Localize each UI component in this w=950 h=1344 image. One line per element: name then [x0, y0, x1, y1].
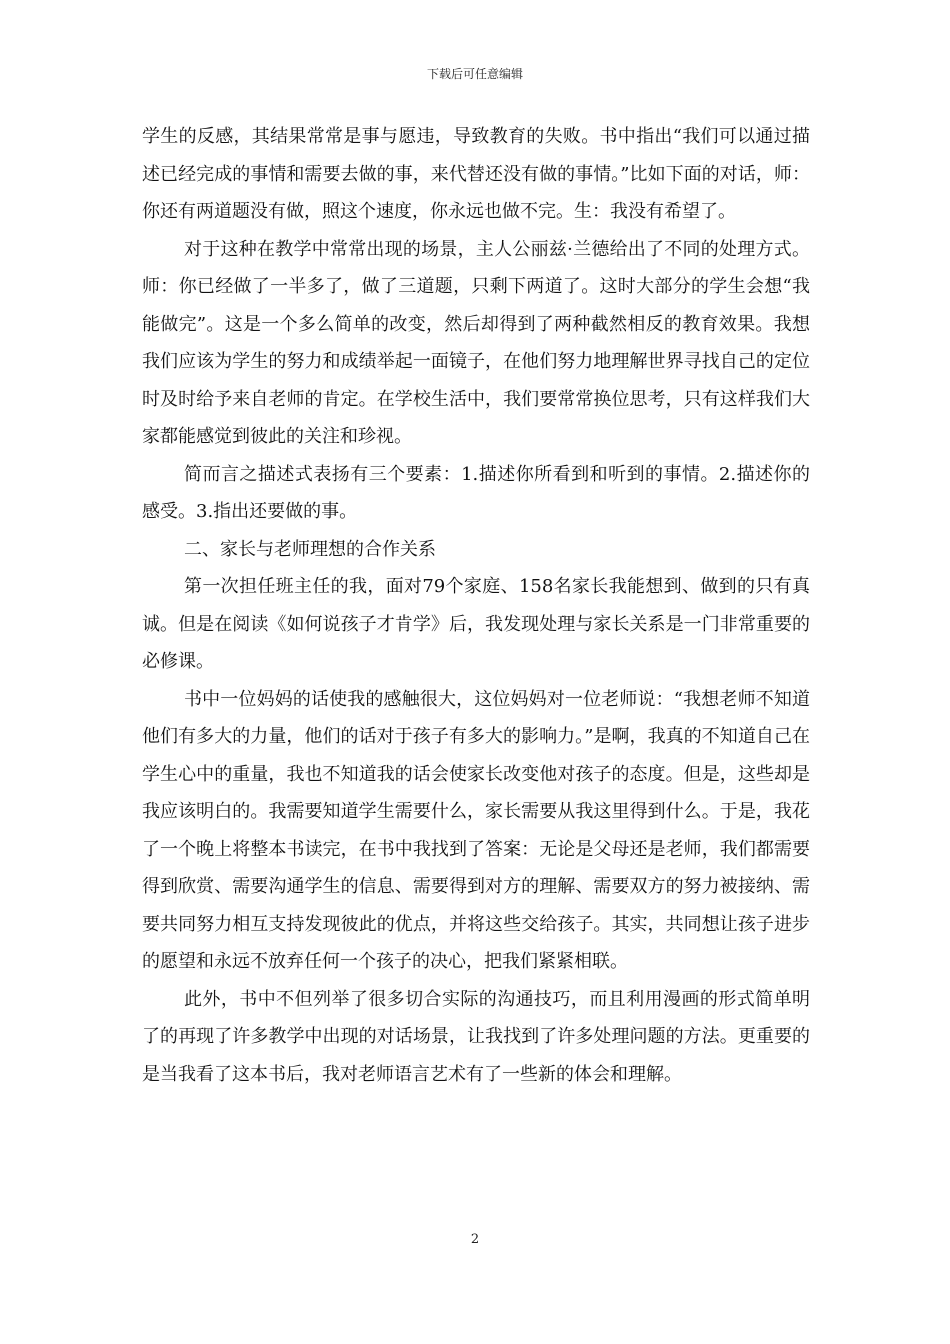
paragraph-mother-quote: 书中一位妈妈的话使我的感触很大，这位妈妈对一位老师说：“我想老师不知道他们有多大的力量，他们的话对于孩子有多大的影响力。”是啊，我真的不知道自己在学生心中的重量，我也不知道我的话会使家长改变他对孩子的态度。但是，这些却是我应该明白的。我需要知道学生需要什么，家长需要从我这里得到什么。于是，我花了一个晚上将整本书读完，在书中我找到了答案：无论是父母还是老师，我们都需要得到欣赏、需要沟通学生的信息、需要得到对方的理解、需要双方的努力被接纳、需要共同努力相互支持发现彼此的优点，并将这些交给孩子。其实，共同想让孩子进步的愿望和永远不放弃任何一个孩子的决心，把我们紧紧相联。 — [142, 688, 810, 972]
paragraph-conclusion: 此外，书中不但列举了很多切合实际的沟通技巧，而且利用漫画的形式简单明了的再现了许多教学中出现的对话场景，让我找到了许多处理问题的方法。更重要的是当我看了这本书后，我对老师语言艺术有了一些新的体会和理解。 — [142, 988, 810, 1085]
document-body — [142, 118, 810, 1093]
section-heading: 二、家长与老师理想的合作关系 — [184, 538, 436, 560]
paragraph-scenario: 对于这种在教学中常常出现的场景，主人公丽兹·兰德给出了不同的处理方式。师：你已经做了一半多了，做了三道题，只剩下两道了。这时大部分的学生会想“我能做完”。这是一个多么简单的改变，然后却得到了两种截然相反的教育效果。我想我们应该为学生的努力和成绩举起一面镜子，在他们努力地理解世界寻找自己的定位时及时给予来自老师的肯定。在学校生活中，我们要常常换位思考，只有这样我们大家都能感觉到彼此的关注和珍视。 — [142, 238, 810, 447]
paragraph-first-class: 第一次担任班主任的我，面对79个家庭、158名家长我能想到、做到的只有真诚。但是在阅读《如何说孩子才肯学》后，我发现处理与家长关系是一门非常重要的必修课。 — [142, 576, 810, 672]
paragraph-summary: 简而言之描述式表扬有三个要素：1.描述你所看到和听到的事情。2.描述你的感受。3.指出还要做的事。 — [142, 463, 810, 522]
page-header: 下载后可任意编辑 — [426, 67, 523, 81]
paragraph-continuation: 学生的反感，其结果常常是事与愿违，导致教育的失败。书中指出“我们可以通过描述已经完成的事情和需要去做的事，来代替还没有做的事情。”比如下面的对话，师：你还有两道题没有做，照这个速度，你永远也做不完。生：我没有希望了。 — [142, 126, 810, 222]
page-number: 2 — [470, 1232, 480, 1247]
